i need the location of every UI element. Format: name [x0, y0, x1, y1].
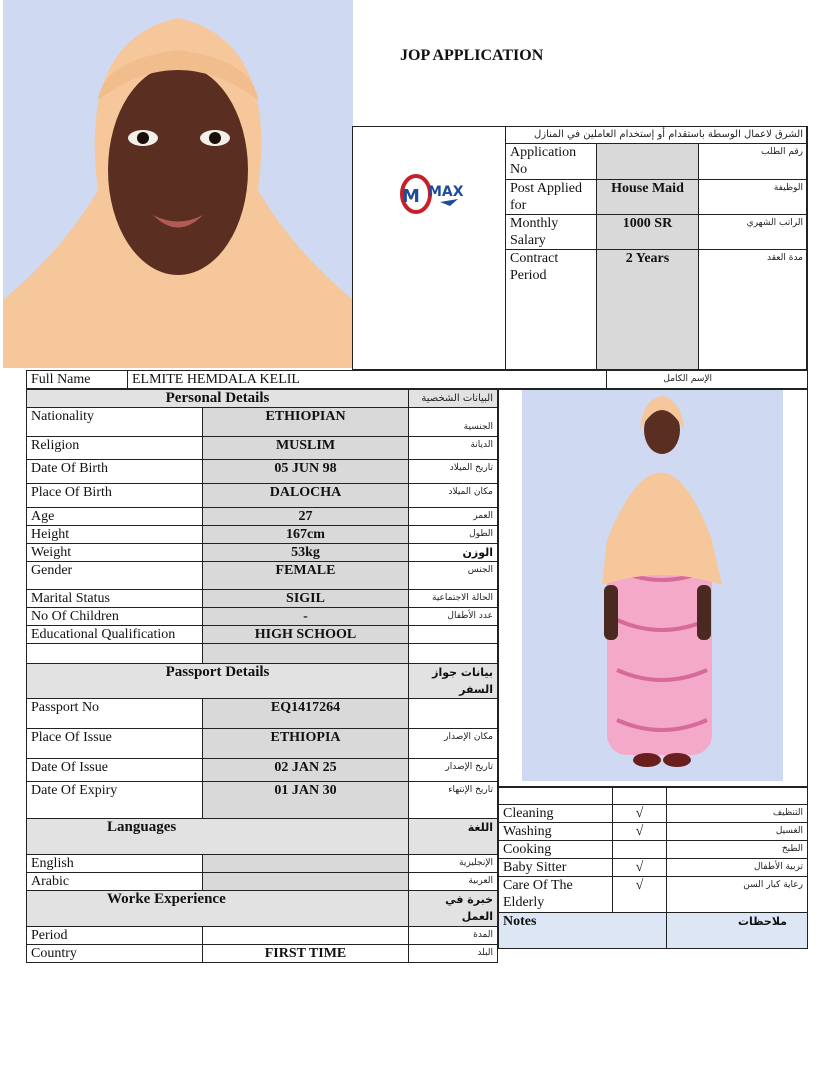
marital-label: Marital Status: [27, 590, 203, 608]
passport-no-label: Passport No: [27, 699, 203, 729]
cooking-check: [613, 841, 667, 859]
svg-text:M: M: [402, 186, 420, 207]
logo-icon: [388, 166, 468, 222]
experience-header: Worke Experience: [27, 891, 409, 927]
religion-value: MUSLIM: [203, 437, 409, 460]
personal-details-table: [26, 389, 498, 963]
place-of-issue-value: ETHIOPIA: [203, 729, 409, 759]
date-of-expiry-value: 01 JAN 30: [203, 782, 409, 819]
cleaning-label: Cleaning: [499, 805, 613, 823]
washing-label: Washing: [499, 823, 613, 841]
full-name-label-ar: الإسم الكامل: [607, 371, 808, 389]
marital-value: SIGIL: [203, 590, 409, 608]
skills-table: [498, 787, 808, 949]
contract-label: Contract Period: [506, 250, 597, 370]
pob-label-ar: مكان الميلاد: [409, 484, 498, 508]
spacer-cell: [27, 644, 203, 664]
post-label-ar: الوظيفة: [699, 180, 808, 215]
spacer-cell: [409, 644, 498, 664]
full-body-photo: [522, 390, 783, 781]
spacer-cell: [203, 644, 409, 664]
height-value: 167cm: [203, 526, 409, 544]
english-value: [203, 855, 409, 873]
age-value: 27: [203, 508, 409, 526]
baby-sitter-check: √: [613, 859, 667, 877]
portrait-photo: [3, 0, 353, 368]
portrait-image: [3, 0, 353, 368]
religion-label-ar: الديانة: [409, 437, 498, 460]
weight-label: Weight: [27, 544, 203, 562]
country-label: Country: [27, 945, 203, 963]
arabic-label-ar: العربية: [409, 873, 498, 891]
gender-label: Gender: [27, 562, 203, 590]
education-label-ar: [409, 626, 498, 644]
education-label: Educational Qualification: [27, 626, 203, 644]
full-name-label: Full Name: [27, 371, 128, 389]
passport-no-label-ar: [409, 699, 498, 729]
application-no-value: [597, 144, 699, 180]
application-no-label: Application No: [506, 144, 597, 180]
age-label: Age: [27, 508, 203, 526]
agency-arabic: الشرق لاعمال الوسطة باستقدام أو إستخدام العاملين في المنازل: [506, 126, 808, 144]
salary-value: 1000 SR: [597, 215, 699, 250]
marital-label-ar: الحالة الاجتماعية: [409, 590, 498, 608]
children-value: -: [203, 608, 409, 626]
religion-label: Religion: [27, 437, 203, 460]
full-body-image: [522, 390, 783, 781]
place-of-issue-label-ar: مكان الإصدار: [409, 729, 498, 759]
elderly-care-label-ar: رعاية كبار السن: [667, 877, 808, 913]
salary-label: Monthly Salary: [506, 215, 597, 250]
age-label-ar: العمر: [409, 508, 498, 526]
cleaning-check: √: [613, 805, 667, 823]
period-value: [203, 927, 409, 945]
washing-check: √: [613, 823, 667, 841]
skills-spacer: [613, 788, 667, 805]
languages-header: Languages: [27, 819, 409, 855]
date-of-expiry-label-ar: تاريخ الإنتهاء: [409, 782, 498, 819]
notes-label-ar: ملاحظات: [667, 913, 808, 949]
gender-value: FEMALE: [203, 562, 409, 590]
notes-label: Notes: [499, 913, 667, 949]
children-label-ar: عدد الأطفال: [409, 608, 498, 626]
date-of-issue-value: 02 JAN 25: [203, 759, 409, 782]
agency-logo: [388, 166, 468, 222]
dob-label-ar: تاريخ الميلاد: [409, 460, 498, 484]
english-label: English: [27, 855, 203, 873]
arabic-label: Arabic: [27, 873, 203, 891]
elderly-care-check: √: [613, 877, 667, 913]
experience-header-ar: خبرة في العمل: [409, 891, 498, 927]
skills-spacer: [499, 788, 613, 805]
contract-value: 2 Years: [597, 250, 699, 370]
education-value: HIGH SCHOOL: [203, 626, 409, 644]
date-of-issue-label: Date Of Issue: [27, 759, 203, 782]
page-title: JOP APPLICATION: [400, 47, 544, 64]
full-name-row: [26, 370, 808, 389]
country-label-ar: البلد: [409, 945, 498, 963]
personal-details-header-ar: البيانات الشخصية: [409, 390, 498, 408]
contract-label-ar: مدة العقد: [699, 250, 808, 370]
full-name-value: ELMITE HEMDALA KELIL: [128, 371, 607, 389]
arabic-value: [203, 873, 409, 891]
period-label-ar: المدة: [409, 927, 498, 945]
date-of-issue-label-ar: تاريخ الإصدار: [409, 759, 498, 782]
passport-header: Passport Details: [27, 664, 409, 699]
application-no-label-ar: رقم الطلب: [699, 144, 808, 180]
application-table: [505, 126, 808, 370]
cleaning-label-ar: التنظيف: [667, 805, 808, 823]
washing-label-ar: الغسيل: [667, 823, 808, 841]
baby-sitter-label: Baby Sitter: [499, 859, 613, 877]
cooking-label-ar: الطبخ: [667, 841, 808, 859]
gender-label-ar: الجنس: [409, 562, 498, 590]
children-label: No Of Children: [27, 608, 203, 626]
period-label: Period: [27, 927, 203, 945]
pob-label: Place Of Birth: [27, 484, 203, 508]
date-of-expiry-label: Date Of Expiry: [27, 782, 203, 819]
salary-label-ar: الراتب الشهري: [699, 215, 808, 250]
post-label: Post Applied for: [506, 180, 597, 215]
pob-value: DALOCHA: [203, 484, 409, 508]
weight-label-ar: الوزن: [409, 544, 498, 562]
country-value: FIRST TIME: [203, 945, 409, 963]
logo-text: MAX: [428, 184, 464, 200]
nationality-value: ETHIOPIAN: [203, 408, 409, 437]
nationality-label: Nationality: [27, 408, 203, 437]
passport-header-ar: بيانات جواز السفر: [409, 664, 498, 699]
place-of-issue-label: Place Of Issue: [27, 729, 203, 759]
personal-details-header: Personal Details: [27, 390, 409, 408]
english-label-ar: الإنجليزية: [409, 855, 498, 873]
baby-sitter-label-ar: تربية الأطفال: [667, 859, 808, 877]
dob-value: 05 JUN 98: [203, 460, 409, 484]
elderly-care-label: Care Of The Elderly: [499, 877, 613, 913]
languages-header-ar: اللغة: [409, 819, 498, 855]
nationality-label-ar: الجنسية: [409, 408, 498, 437]
passport-no-value: EQ1417264: [203, 699, 409, 729]
skills-spacer: [667, 788, 808, 805]
height-label-ar: الطول: [409, 526, 498, 544]
cooking-label: Cooking: [499, 841, 613, 859]
weight-value: 53kg: [203, 544, 409, 562]
dob-label: Date Of Birth: [27, 460, 203, 484]
post-value: House Maid: [597, 180, 699, 215]
height-label: Height: [27, 526, 203, 544]
